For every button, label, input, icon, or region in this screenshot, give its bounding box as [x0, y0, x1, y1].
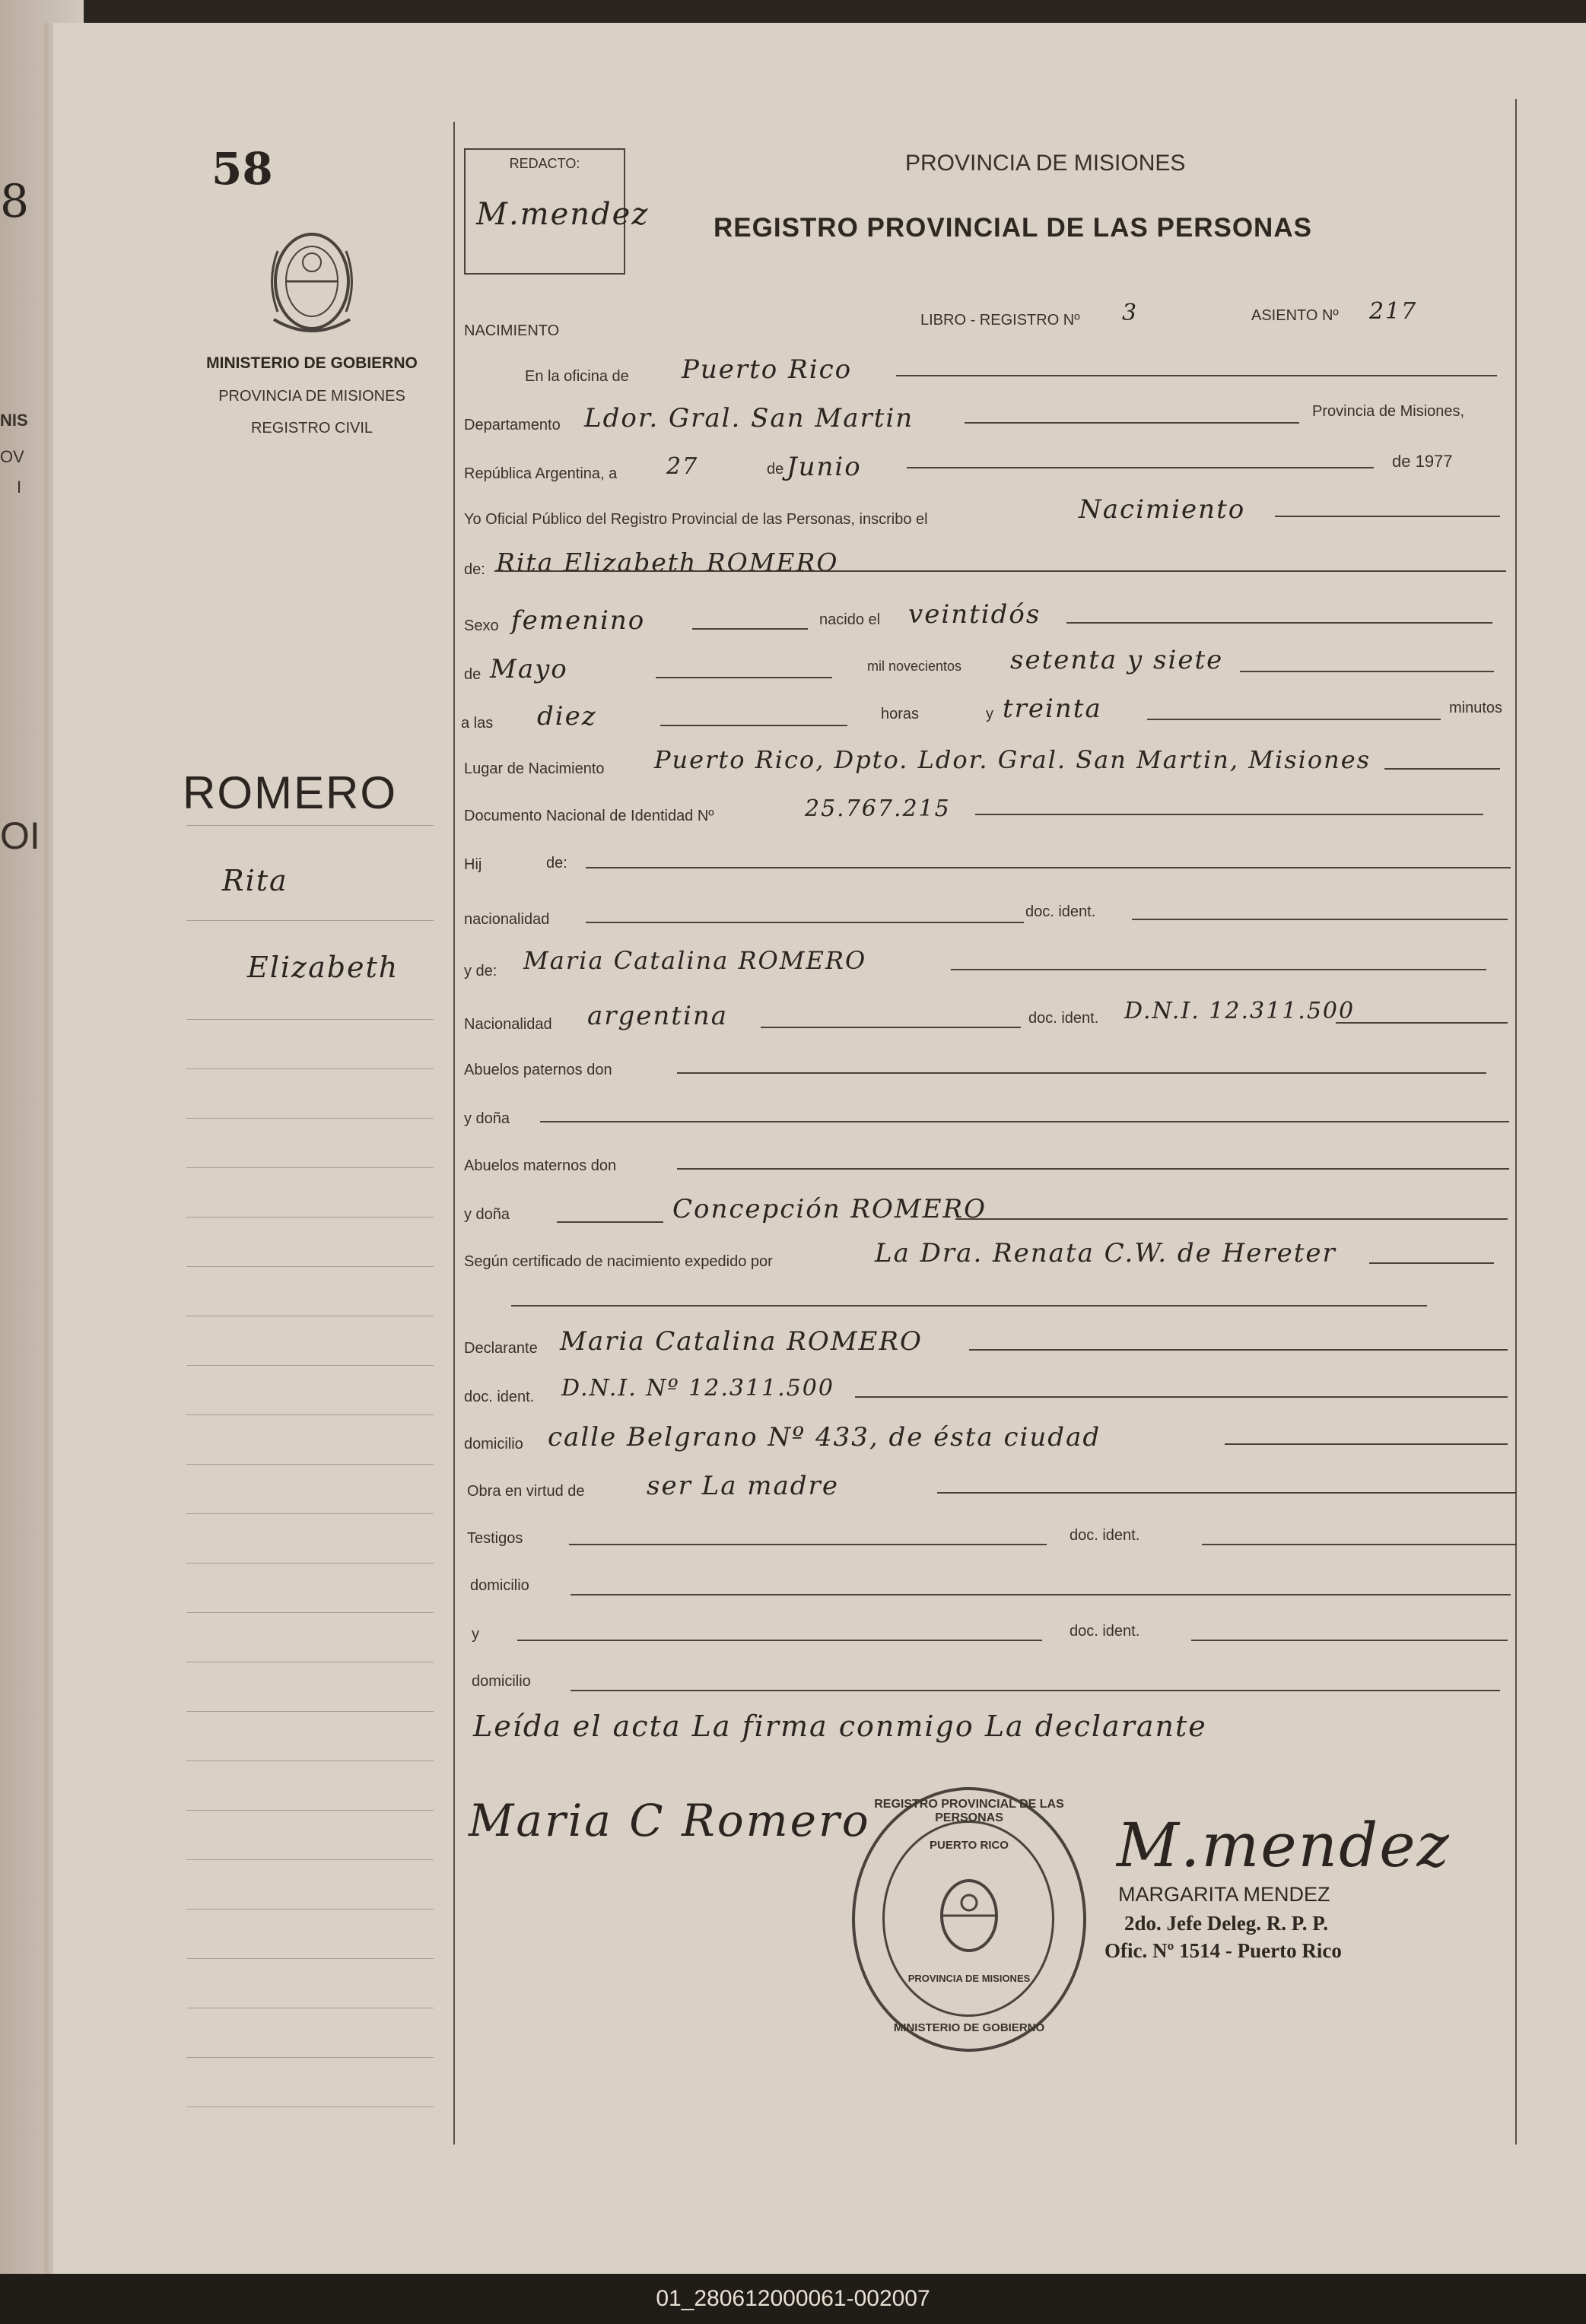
- doc-ident-madre-value: D.N.I. 12.311.500: [1124, 998, 1356, 1024]
- mes-value: Junio: [787, 452, 862, 482]
- cierre-text: Leída el acta La firma conmigo La declarante: [473, 1710, 1207, 1743]
- margin-rule: [186, 1365, 434, 1366]
- margin-rule: [186, 1414, 434, 1415]
- nacido-value: veintidós: [908, 599, 1041, 630]
- left-edge-text: I: [17, 478, 22, 497]
- abuela-materna-value: Concepción ROMERO: [672, 1194, 987, 1224]
- nacionalidad-madre-label: Nacionalidad: [464, 1016, 552, 1033]
- abuelos-paternos-dona-label: y doña: [464, 1110, 510, 1127]
- margin-rule: [186, 1266, 434, 1267]
- margin-rule: [186, 825, 434, 826]
- minutos-value: treinta: [1003, 694, 1102, 724]
- nacido-line: [1066, 622, 1492, 624]
- provincia-label: Provincia de Misiones,: [1312, 403, 1465, 420]
- certificado-label: Según certificado de nacimiento expedido por: [464, 1253, 773, 1270]
- madre-line: [951, 969, 1486, 970]
- hijo-de-label: de:: [546, 855, 567, 872]
- nacido-label: nacido el: [819, 611, 881, 628]
- asiento-label: ASIENTO Nº: [1251, 307, 1339, 324]
- y2-label: y: [472, 1626, 479, 1643]
- margin-first-name: Rita: [222, 864, 288, 897]
- anio-nac-value: setenta y siete: [1010, 645, 1224, 675]
- abuelos-maternos-dona-label: y doña: [464, 1206, 510, 1223]
- libro-value: 3: [1122, 300, 1139, 326]
- left-edge-number: 8: [0, 175, 30, 228]
- horas-label: horas: [881, 706, 920, 722]
- stamp-inner-top: PUERTO RICO: [930, 1839, 1009, 1852]
- y-de-label: y de:: [464, 963, 497, 979]
- nacionalidad-madre-line: [761, 1027, 1021, 1028]
- doc-ident-declarante-value: D.N.I. Nº 12.311.500: [561, 1375, 834, 1402]
- testigo2-domicilio-line: [571, 1690, 1500, 1691]
- testigos-domicilio-label: domicilio: [470, 1577, 529, 1594]
- margin-rule: [186, 1711, 434, 1712]
- obra-label: Obra en virtud de: [467, 1483, 585, 1500]
- nombre-value: Rita Elizabeth ROMERO: [496, 548, 839, 577]
- stamp-outer-text: REGISTRO PROVINCIAL DE LAS PERSONAS: [874, 1798, 1064, 1824]
- minutos-line: [1147, 719, 1441, 720]
- sexo-value: femenino: [511, 605, 646, 636]
- ministry-registry: REGISTRO CIVIL: [250, 420, 373, 437]
- de-nombre-label: de:: [464, 561, 485, 578]
- declarante-value: Maria Catalina ROMERO: [560, 1326, 923, 1357]
- margin-rule: [186, 1217, 434, 1218]
- republica-label: República Argentina, a: [464, 465, 618, 482]
- oficina-value: Puerto Rico: [682, 354, 853, 385]
- doc-ident-declarante-line: [855, 1396, 1508, 1398]
- nacionalidad-madre-value: argentina: [587, 1001, 729, 1031]
- testigos-domicilio-line: [571, 1594, 1511, 1595]
- doc-ident-declarante-label: doc. ident.: [464, 1389, 535, 1405]
- lugar-value: Puerto Rico, Dpto. Ldor. Gral. San Martin, Misiones: [654, 745, 1371, 774]
- redacto-signature: M.mendez: [476, 197, 650, 232]
- margin-rule: [186, 1760, 434, 1761]
- testigos-doc-label: doc. ident.: [1070, 1527, 1140, 1544]
- official-stamp: [852, 1787, 1086, 2052]
- testigo2-domicilio-label: domicilio: [472, 1673, 531, 1690]
- domicilio-line: [1225, 1443, 1508, 1445]
- oficina-label: En la oficina de: [525, 368, 629, 385]
- sexo-label: Sexo: [464, 618, 499, 634]
- official-office: Ofic. Nº 1514 - Puerto Rico: [1104, 1939, 1342, 1962]
- margin-rule: [186, 1810, 434, 1811]
- form-right-border: [1515, 99, 1517, 2145]
- y-label: y: [986, 706, 993, 722]
- margin-rule: [186, 1859, 434, 1860]
- coat-of-arms-icon: [259, 221, 365, 342]
- header-title: REGISTRO PROVINCIAL DE LAS PERSONAS: [714, 213, 1312, 243]
- hijo-label: Hij: [464, 856, 482, 873]
- margin-rule: [186, 1464, 434, 1465]
- official-signature: M.mendez: [1117, 1810, 1451, 1881]
- mil-label: mil novecientos: [867, 659, 962, 674]
- form-left-border: [453, 122, 455, 2145]
- testigo2-doc-label: doc. ident.: [1070, 1623, 1140, 1640]
- page-number: 58: [211, 143, 273, 195]
- doc-ident-padre-line: [1132, 919, 1508, 920]
- testigo2-doc-line: [1191, 1640, 1508, 1641]
- oficial-line: [1275, 516, 1500, 517]
- margin-surname: ROMERO: [183, 767, 397, 818]
- declarante-signature: Maria C Romero: [469, 1795, 871, 1846]
- certificado-line-2: [511, 1305, 1427, 1306]
- obra-value: ser La madre: [647, 1471, 839, 1501]
- lugar-label: Lugar de Nacimiento: [464, 760, 605, 777]
- hora-value: diez: [537, 701, 597, 732]
- libro-label: LIBRO - REGISTRO Nº: [920, 312, 1080, 329]
- margin-rule: [186, 1513, 434, 1514]
- departamento-value: Ldor. Gral. San Martin: [584, 403, 914, 433]
- nacionalidad-padre-label: nacionalidad: [464, 911, 550, 928]
- ministry-name: MINISTERIO DE GOBIERNO: [206, 354, 418, 372]
- lugar-line: [1384, 768, 1500, 770]
- dia-value: 27: [666, 453, 699, 480]
- departamento-label: Departamento: [464, 417, 561, 433]
- redacto-label: REDACTO:: [509, 156, 580, 171]
- margin-rule: [186, 1118, 434, 1119]
- abuelos-paternos-line: [677, 1072, 1486, 1074]
- left-edge-text: OI: [0, 814, 40, 857]
- certificado-value: La Dra. Renata C.W. de Hereter: [875, 1238, 1336, 1268]
- domicilio-value: calle Belgrano Nº 433, de ésta ciudad: [548, 1422, 1101, 1452]
- a-las-label: a las: [461, 715, 494, 732]
- madre-value: Maria Catalina ROMERO: [523, 946, 867, 975]
- hijo-line: [586, 867, 1511, 868]
- testigos-line: [569, 1544, 1047, 1545]
- minutos-label: minutos: [1449, 700, 1503, 716]
- left-edge-text: OV: [0, 447, 24, 466]
- dni-value: 25.767.215: [805, 795, 951, 822]
- oficial-label: Yo Oficial Público del Registro Provincial de las Personas, inscribo el: [464, 511, 928, 528]
- stamp-inner-bottom: PROVINCIA DE MISIONES: [907, 1973, 1031, 1984]
- margin-rule: [186, 1068, 434, 1069]
- header-province: PROVINCIA DE MISIONES: [905, 151, 1186, 176]
- acto-value: Nacimiento: [1079, 494, 1246, 525]
- de-mes-label: de: [464, 666, 482, 683]
- margin-second-name: Elizabeth: [247, 951, 399, 984]
- certificado-line: [1369, 1262, 1494, 1264]
- official-title: 2do. Jefe Deleg. R. P. P.: [1124, 1912, 1328, 1935]
- margin-rule: [186, 1167, 434, 1168]
- abuela-materna-line: [955, 1218, 1508, 1220]
- anio-nac-line: [1240, 671, 1494, 672]
- margin-rule: [186, 1612, 434, 1613]
- stamp-shield-icon: [931, 1874, 1007, 1957]
- ministry-province: PROVINCIA DE MISIONES: [218, 388, 405, 405]
- dni-line: [975, 814, 1483, 815]
- left-edge-text: NIS: [0, 411, 28, 430]
- abuelos-paternos-label: Abuelos paternos don: [464, 1062, 612, 1078]
- official-name: MARGARITA MENDEZ: [1118, 1883, 1330, 1906]
- margin-rule: [186, 1958, 434, 1959]
- dni-label: Documento Nacional de Identidad Nº: [464, 808, 714, 824]
- mes-nac-value: Mayo: [490, 654, 568, 684]
- declarante-line: [969, 1349, 1508, 1351]
- anio-label: de 1977: [1392, 452, 1453, 471]
- testigos-label: Testigos: [467, 1530, 523, 1547]
- margin-rule: [186, 2057, 434, 2058]
- asiento-value: 217: [1369, 298, 1418, 325]
- obra-line: [937, 1492, 1517, 1494]
- margin-rule: [186, 1909, 434, 1910]
- nombre-line: [494, 570, 1506, 572]
- margin-rule: [186, 1563, 434, 1564]
- abuelos-maternos-line: [677, 1168, 1509, 1170]
- de-label: de: [767, 461, 784, 478]
- image-filename: 01_280612000061-002007: [0, 2274, 1586, 2324]
- testigos-doc-line: [1202, 1544, 1517, 1545]
- oficina-line: [896, 375, 1497, 376]
- margin-rule: [186, 920, 434, 921]
- sexo-line: [692, 628, 808, 630]
- redacto-box: [464, 148, 650, 275]
- abuelos-maternos-label: Abuelos maternos don: [464, 1157, 617, 1174]
- departamento-line: [965, 422, 1299, 424]
- stamp-ministry-text: MINISTERIO DE GOBIERNO: [893, 2021, 1045, 2034]
- nacimiento-label: NACIMIENTO: [464, 322, 560, 339]
- abuelos-maternos-dona-line: [557, 1221, 663, 1223]
- doc-ident-madre-line: [1336, 1022, 1508, 1024]
- declarante-label: Declarante: [464, 1340, 538, 1357]
- doc-ident-padre-label: doc. ident.: [1025, 903, 1096, 920]
- nacionalidad-padre-line: [586, 922, 1024, 923]
- margin-rule: [186, 1019, 434, 1020]
- domicilio-label: domicilio: [464, 1436, 523, 1452]
- republica-line: [907, 467, 1374, 468]
- mes-nac-line: [656, 677, 832, 678]
- hora-line: [660, 725, 847, 726]
- abuelos-paternos-dona-line: [540, 1121, 1509, 1122]
- testigo2-line: [517, 1640, 1042, 1641]
- doc-ident-madre-label: doc. ident.: [1028, 1010, 1099, 1027]
